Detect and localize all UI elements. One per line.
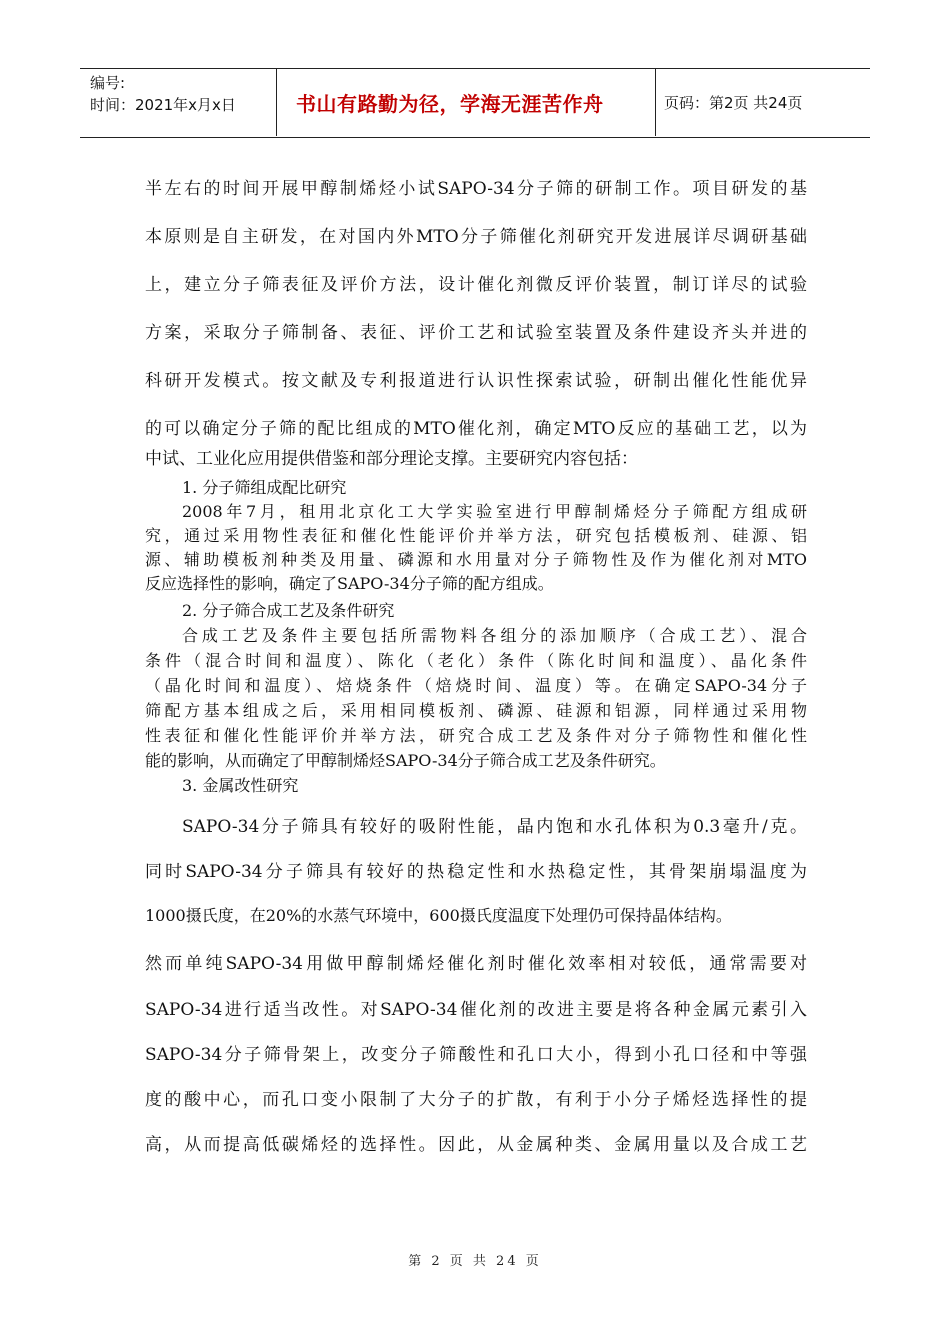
body-line: SAPO-34分子筛骨架上，改变分子筛酸性和孔口大小，得到小孔口径和中等强 <box>145 1045 807 1065</box>
body-line: 合成工艺及条件主要包括所需物料各组分的添加顺序（合成工艺）、混合 <box>182 626 807 645</box>
body-line: 同时SAPO-34分子筛具有较好的热稳定性和水热稳定性，其骨架崩塌温度为 <box>145 862 807 882</box>
document-number-label: 编号: <box>90 74 126 92</box>
body-line: 中试、工业化应用提供借鉴和部分理论支撑。主要研究内容包括： <box>145 449 638 469</box>
body-line: 半左右的时间开展甲醇制烯烃小试SAPO-34分子筛的研制工作。项目研发的基 <box>145 179 807 199</box>
header-divider <box>276 68 277 136</box>
body-line: 源、辅助模板剂种类及用量、磷源和水用量对分子筛物性及作为催化剂对MTO <box>145 550 807 569</box>
body-line: 科研开发模式。按文献及专利报道进行认识性探索试验，研制出催化性能优异 <box>145 371 807 391</box>
body-line: SAPO-34进行适当改性。对SAPO-34催化剂的改进主要是将各种金属元素引入 <box>145 1000 807 1020</box>
section-heading: 3. 金属改性研究 <box>182 776 299 795</box>
body-line: 性表征和催化性能评价并举方法，研究合成工艺及条件对分子筛物性和催化性 <box>145 726 807 745</box>
body-line: 的可以确定分子筛的配比组成的MTO催化剂，确定MTO反应的基础工艺，以为 <box>145 419 807 439</box>
header-divider <box>655 68 656 136</box>
header-page-info: 页码：第2页 共24页 <box>664 94 803 112</box>
section-heading: 2. 分子筛合成工艺及条件研究 <box>182 601 395 620</box>
body-line: 能的影响，从而确定了甲醇制烯烃SAPO-34分子筛合成工艺及条件研究。 <box>145 751 666 770</box>
body-line: 筛配方基本组成之后，采用相同模板剂、磷源、硅源和铝源，同样通过采用物 <box>145 701 807 720</box>
body-line: 条件（混合时间和温度）、陈化（老化）条件（陈化时间和温度）、晶化条件 <box>145 651 807 670</box>
section-heading: 1. 分子筛组成配比研究 <box>182 478 347 497</box>
body-line: 上，建立分子筛表征及评价方法，设计催化剂微反评价装置，制订详尽的试验 <box>145 275 807 295</box>
body-line: 然而单纯SAPO-34用做甲醇制烯烃催化剂时催化效率相对较低，通常需要对 <box>145 954 807 974</box>
body-line: 1000摄氏度，在20%的水蒸气环境中，600摄氏度温度下处理仍可保持晶体结构。 <box>145 906 732 925</box>
body-line: SAPO-34分子筛具有较好的吸附性能，晶内饱和水孔体积为0.3毫升/克。 <box>182 817 807 837</box>
body-line: 反应选择性的影响，确定了SAPO-34分子筛的配方组成。 <box>145 574 554 593</box>
body-line: 度的酸中心，而孔口变小限制了大分子的扩散，有利于小分子烯烃选择性的提 <box>145 1090 807 1110</box>
body-line: 2008年7月，租用北京化工大学实验室进行甲醇制烯烃分子筛配方组成研 <box>182 502 807 521</box>
body-line: 本原则是自主研发，在对国内外MTO分子筛催化剂研究开发进展详尽调研基础 <box>145 227 807 247</box>
body-line: 究，通过采用物性表征和催化性能评价并举方法，研究包括模板剂、硅源、铝 <box>145 526 807 545</box>
header-motto: 书山有路勤为径，学海无涯苦作舟 <box>296 92 604 116</box>
header-meta <box>90 72 236 116</box>
page-footer: 第 2 页 共 24 页 <box>408 1254 542 1269</box>
body-line: 高，从而提高低碳烯烃的选择性。因此，从金属种类、金属用量以及合成工艺 <box>145 1135 807 1155</box>
body-line: （晶化时间和温度）、焙烧条件（焙烧时间、温度）等。在确定SAPO-34分子 <box>145 676 807 695</box>
body-line: 方案，采取分子筛制备、表征、评价工艺和试验室装置及条件建设齐头并进的 <box>145 323 807 343</box>
document-time-label: 时间：2021年x月x日 <box>90 96 236 114</box>
